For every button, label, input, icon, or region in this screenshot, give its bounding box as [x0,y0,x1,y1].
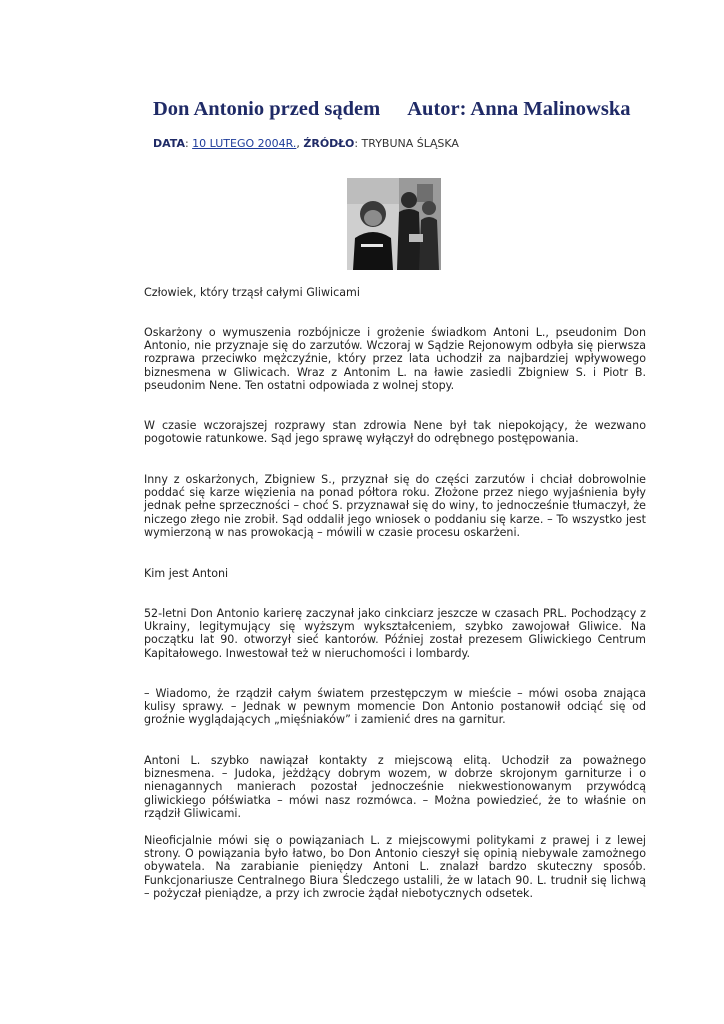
article-meta: DATA: 10 LUTEGO 2004R., ŹRÓDŁO: TRYBUNA ŚLĄSKA [153,137,459,150]
paragraph-5 [144,687,646,727]
source-value: TRYBUNA ŚLĄSKA [361,137,459,150]
paragraph-3 [144,473,646,539]
article-title-line [153,98,631,121]
article-photo [347,178,441,270]
paragraph-2 [144,419,646,445]
article-lead: Człowiek, który trząsł całymi Gliwicami [144,286,360,299]
paragraph-4 [144,607,646,660]
photo-people-grayscale-icon [347,178,441,270]
date-link[interactable]: 10 LUTEGO 2004R. [192,137,297,150]
article-title: Don Antonio przed sądem [153,98,381,120]
paragraph-6 [144,754,646,820]
paragraph-text: Inny z oskarżonych, Zbigniew S., przyznał się do części zarzutów i chciał dobrowolnie poddać się karze więzienia na ponad półtora roku. Złożone przez niego wyjaśnienia były jednak pełne sprzeczności – choć S. przyznawał się do winy, to jednocześnie tłumaczył, że niczego złego nie zrobił. Sąd oddalił jego wniosek o poddaniu się karze. – To wszystko jest wymierzoną w nas prowokacją – mówili w czasie procesu oskarżeni. [144,473,646,539]
paragraph-text: Oskarżony o wymuszenia rozbójnicze i grożenie świadkom Antoni L., pseudonim Don Antonio, nie przyznaje się do zarzutów. Wczoraj w Sądzie Rejonowym odbyła się pierwsza rozprawa przeciwko mężczyźnie, który przez lata uchodził za najbardziej wpływowego biznesmena w Gliwicach. Wraz z Antonim L. na ławie zasiedli Zbigniew S. i Piotr B. pseudonim Nene. Ten ostatni odpowiada z wolnej stopy. [144,326,646,392]
paragraph-text: Antoni L. szybko nawiązał kontakty z miejscową elitą. Uchodził za poważnego biznesmena. – Judoka, jeżdżący dobrym wozem, w dobrze skrojonym garniturze i o nienagannych manierach pozostał jednocześnie niekwestionowanym przywódcą gliwickiego półświatka – mówi nasz rozmówca. – Można powiedzieć, że to właśnie on rządził Gliwicami. [144,754,646,820]
paragraph-text: W czasie wczorajszej rozprawy stan zdrowia Nene był tak niepokojący, że wezwano pogotowie ratunkowe. Sąd jego sprawę wyłączył do odrębnego postępowania. [144,419,646,446]
paragraph-text: Nieoficjalnie mówi się o powiązaniach L. z miejscowymi politykami z prawej i z lewej strony. O powiązania było łatwo, bo Don Antonio cieszył się opinią niebywale zamożnego obywatela. Na zarabianie pieniędzy Antoni L. znalazł bardzo skuteczny sposób. Funkcjonariusze Centralnego Biura Śledczego ustalili, że w latach 90. L. trudnił się lichwą – pożyczał pieniądze, a przy ich zwrocie żądał niebotycznych odsetek. [144,834,646,900]
source-label: ŹRÓDŁO [303,137,355,150]
paragraph-7 [144,834,646,900]
subheading: Kim jest Antoni [144,567,229,580]
paragraph-1 [144,326,646,392]
paragraph-text: – Wiadomo, że rządził całym światem przestępczym w mieście – mówi osoba znająca kulisy sprawy. – Jednak w pewnym momencie Don Antonio postanowił odciąć się od groźnie wyglądających „mięśniaków” i zamienić dres na garnitur. [144,687,646,727]
date-label: DATA [153,137,185,150]
paragraph-text: 52-letni Don Antonio karierę zaczynał jako cinkciarz jeszcze w czasach PRL. Pochodzący z Ukrainy, legitymujący się wyższym wykształceniem, szybko zawojował Gliwice. Na początku lat 90. otworzył sieć kantorów. Później został prezesem Gliwickiego Centrum Kapitałowego. Inwestował też w nieruchomości i lombardy. [144,607,646,660]
article-author: Autor: Anna Malinowska [407,98,631,120]
